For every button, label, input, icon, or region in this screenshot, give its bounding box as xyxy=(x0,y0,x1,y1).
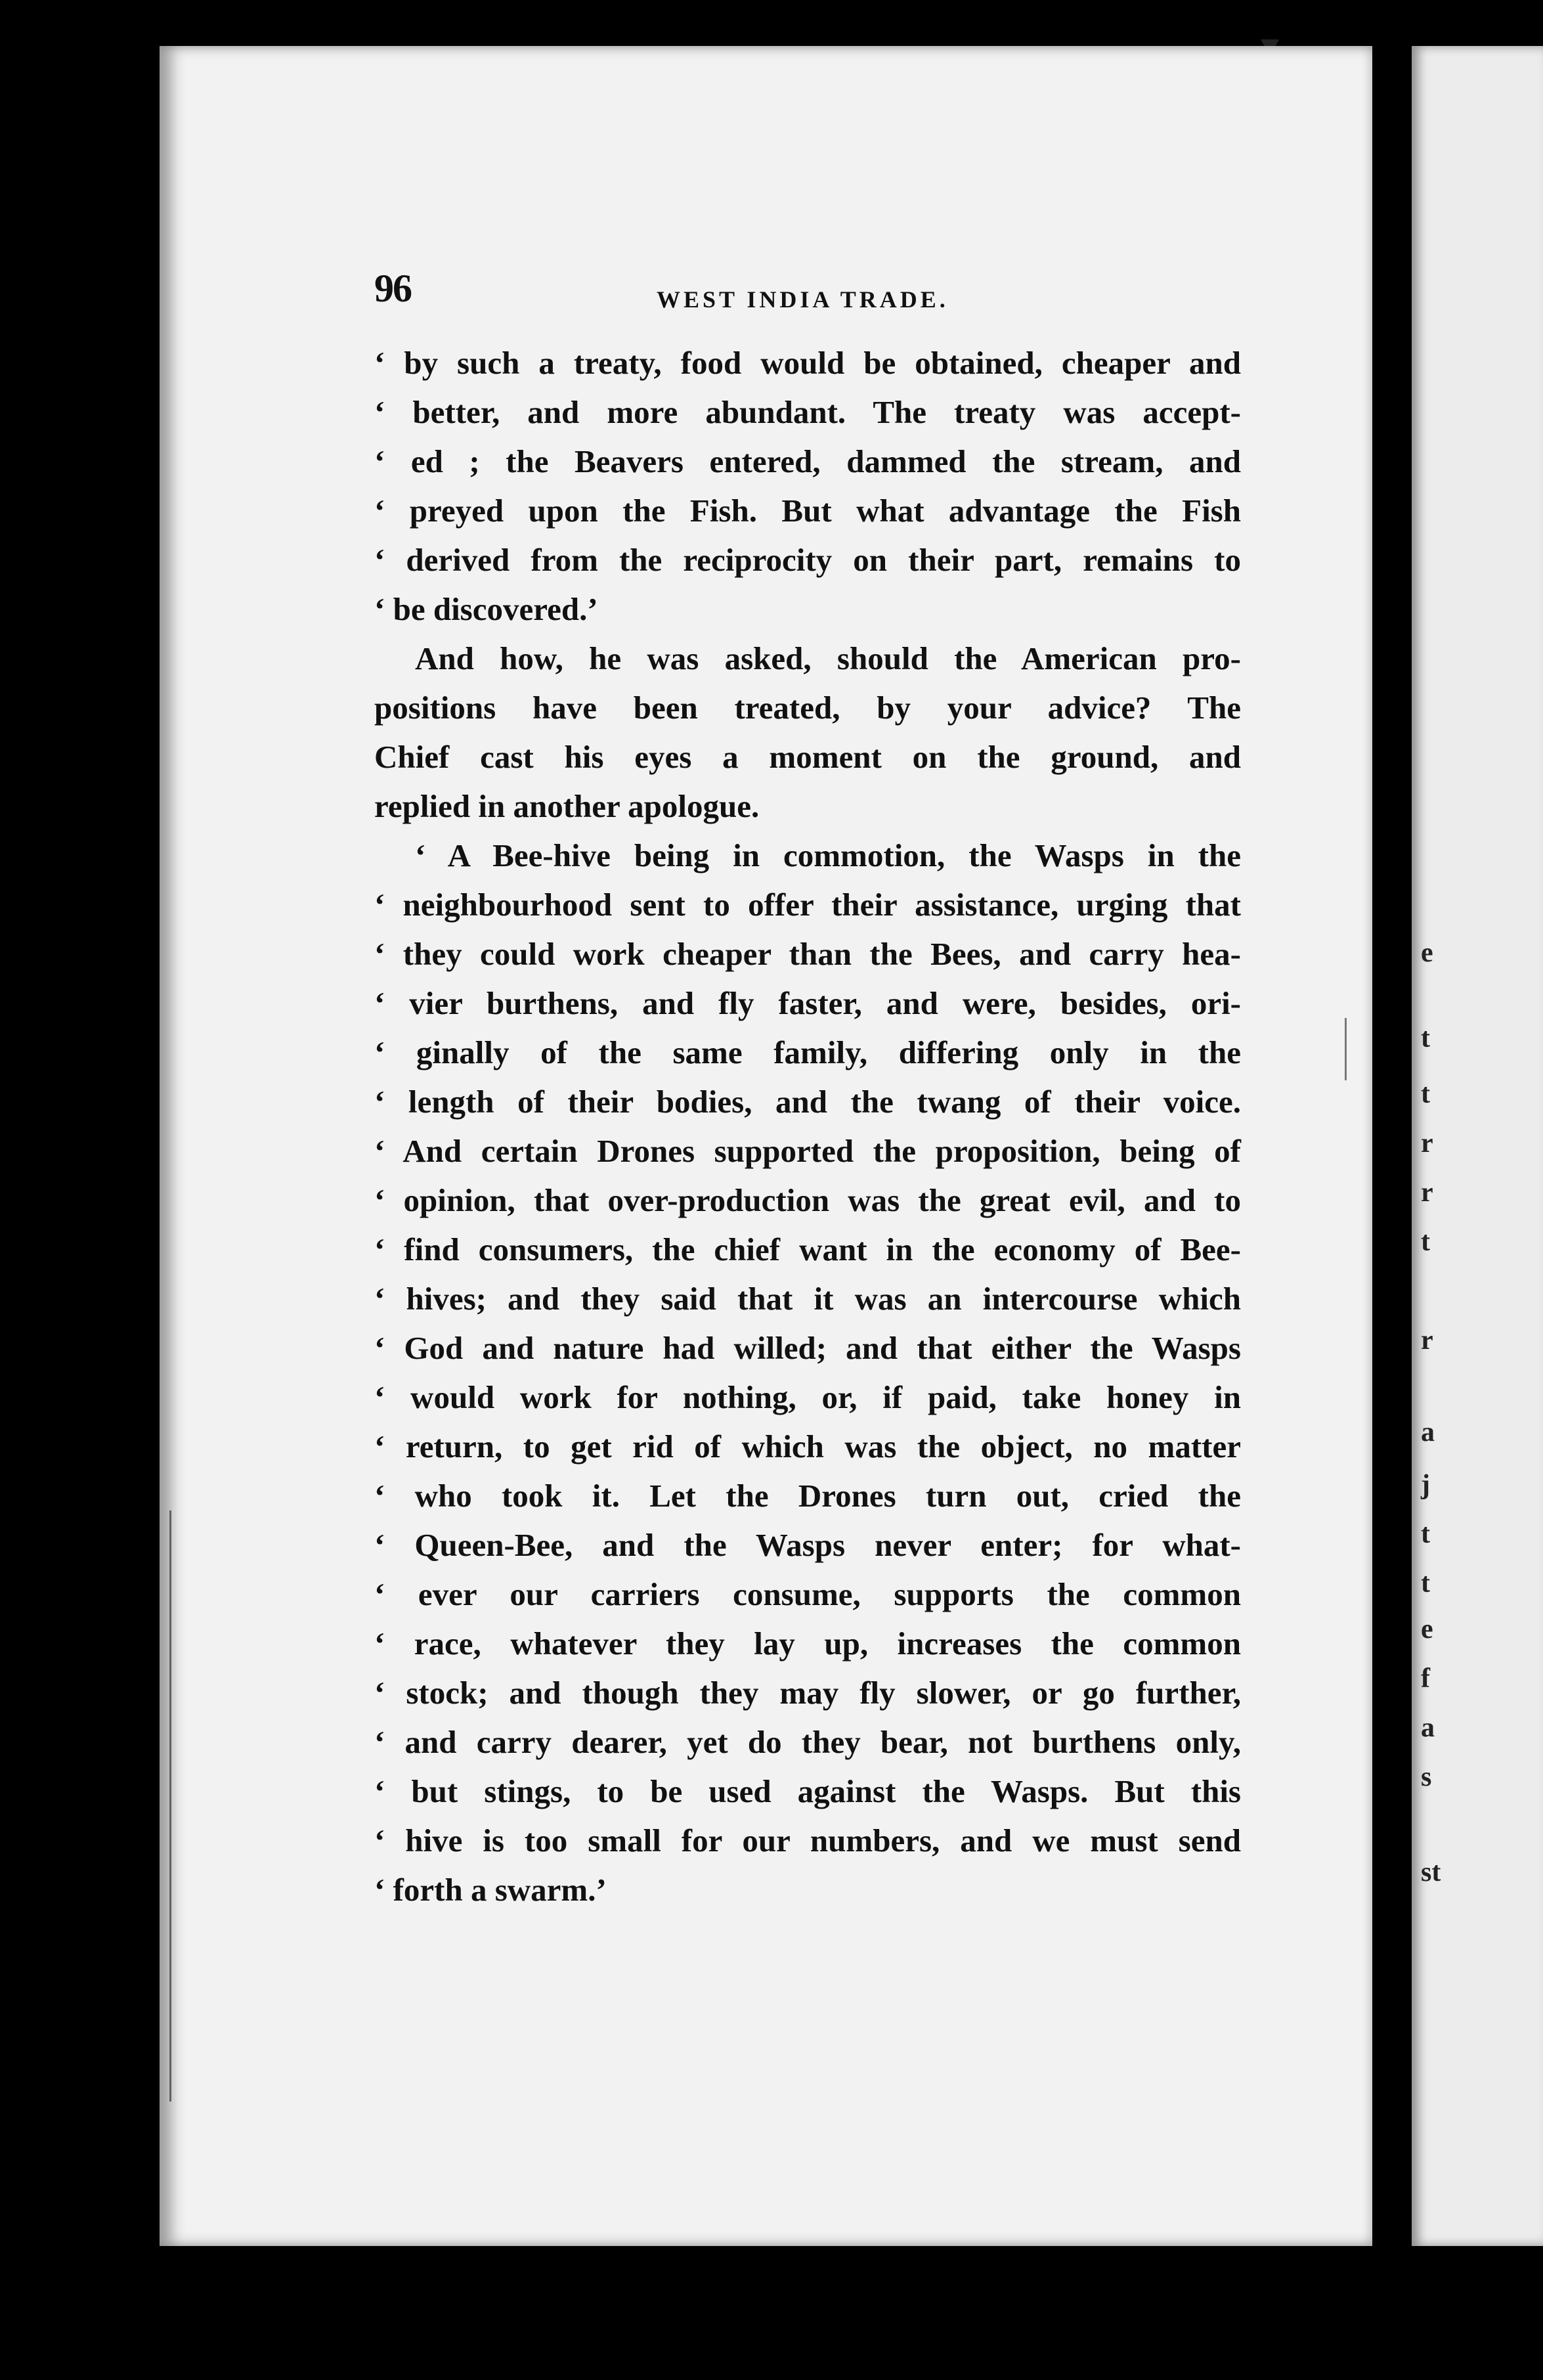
text-line: ‘ would work for nothing, or, if paid, take honey in xyxy=(374,1379,1241,1415)
text-line: ‘ hives; and they said that it was an intercourse which xyxy=(374,1281,1241,1317)
text-line: ‘ God and nature had willed; and that either the Wasps xyxy=(374,1330,1241,1366)
text-line: replied in another apologue. xyxy=(374,788,760,824)
text-line: ‘ A Bee-hive being in commotion, the Wasps in the xyxy=(415,837,1241,873)
text-line: ‘ find consumers, the chief want in the economy of Bee- xyxy=(374,1231,1241,1267)
running-head xyxy=(374,266,1248,325)
text-line: ‘ preyed upon the Fish. But what advantage the Fish xyxy=(374,493,1241,529)
facing-page-letter: a xyxy=(1421,1417,1435,1447)
text-line: Chief cast his eyes a moment on the ground, and xyxy=(374,739,1241,775)
text-line: ‘ ed ; the Beavers entered, dammed the stream, and xyxy=(374,443,1241,479)
facing-page-letter: t xyxy=(1421,1227,1430,1257)
text-line: ‘ hive is too small for our numbers, and we must send xyxy=(374,1822,1241,1859)
text-line: ‘ neighbourhood sent to offer their assistance, urging that xyxy=(374,887,1241,923)
facing-page-letter: j xyxy=(1421,1470,1430,1500)
scan-border-top xyxy=(0,0,1543,46)
facing-page-letter: r xyxy=(1421,1178,1433,1208)
text-line: ‘ forth a swarm.’ xyxy=(374,1872,607,1908)
facing-page-letter: t xyxy=(1421,1568,1430,1598)
facing-page-letter: t xyxy=(1421,1079,1430,1109)
text-line: ‘ stock; and though they may fly slower, or go further, xyxy=(374,1675,1241,1711)
facing-page-letter: e xyxy=(1421,938,1433,968)
facing-page-letter: r xyxy=(1421,1325,1433,1355)
text-line: And how, he was asked, should the American pro- xyxy=(415,640,1241,676)
text-line: ‘ but stings, to be used against the Wasps. But this xyxy=(374,1773,1241,1809)
facing-page-letter: s xyxy=(1421,1762,1432,1792)
scan-artifact-line xyxy=(1345,1018,1347,1080)
facing-page-letter: t xyxy=(1421,1519,1430,1549)
text-line: ‘ vier burthens, and fly faster, and were, besides, ori- xyxy=(374,985,1241,1021)
running-title: WEST INDIA TRADE. xyxy=(657,286,949,313)
text-line: ‘ derived from the reciprocity on their part, remains to xyxy=(374,542,1241,578)
facing-page-letter: e xyxy=(1421,1614,1433,1644)
facing-page-letter: f xyxy=(1421,1664,1430,1694)
text-line: ‘ ever our carriers consume, supports the common xyxy=(374,1576,1241,1612)
text-line: ‘ who took it. Let the Drones turn out, cried the xyxy=(374,1478,1241,1514)
body-text xyxy=(374,338,1241,1914)
text-line: ‘ and carry dearer, yet do they bear, not burthens only, xyxy=(374,1724,1241,1760)
text-line: ‘ And certain Drones supported the proposition, being of xyxy=(374,1133,1241,1169)
scan-artifact-line xyxy=(169,1510,171,2102)
text-line: ‘ they could work cheaper than the Bees, and carry hea- xyxy=(374,936,1241,972)
paragraph-question xyxy=(374,634,1241,831)
text-line: ‘ return, to get rid of which was the object, no matter xyxy=(374,1428,1241,1465)
facing-page-letter: a xyxy=(1421,1713,1435,1743)
text-line: ‘ Queen-Bee, and the Wasps never enter; for what- xyxy=(374,1527,1241,1563)
text-line: ‘ better, and more abundant. The treaty was accept- xyxy=(374,394,1241,430)
facing-page-letter: st xyxy=(1421,1857,1441,1887)
scan-border-bottom xyxy=(0,2246,1543,2380)
page-number: 96 xyxy=(374,267,411,310)
text-line: ‘ be discovered.’ xyxy=(374,591,598,627)
facing-page-letter: t xyxy=(1421,1023,1430,1053)
text-line: ‘ by such a treaty, food would be obtained, cheaper and xyxy=(374,345,1241,381)
paragraph-bee-hive-apologue xyxy=(374,831,1241,1914)
text-line: ‘ length of their bodies, and the twang of their voice. xyxy=(374,1084,1241,1120)
text-line: ‘ race, whatever they lay up, increases the common xyxy=(374,1625,1241,1662)
text-line: positions have been treated, by your advice? The xyxy=(374,690,1241,726)
page-gutter xyxy=(1372,46,1412,2246)
text-line: ‘ opinion, that over-production was the great evil, and to xyxy=(374,1182,1241,1218)
facing-page-letter: r xyxy=(1421,1128,1433,1158)
paragraph-beaver-fable-ending xyxy=(374,338,1241,634)
text-line: ‘ ginally of the same family, differing only in the xyxy=(374,1034,1241,1070)
